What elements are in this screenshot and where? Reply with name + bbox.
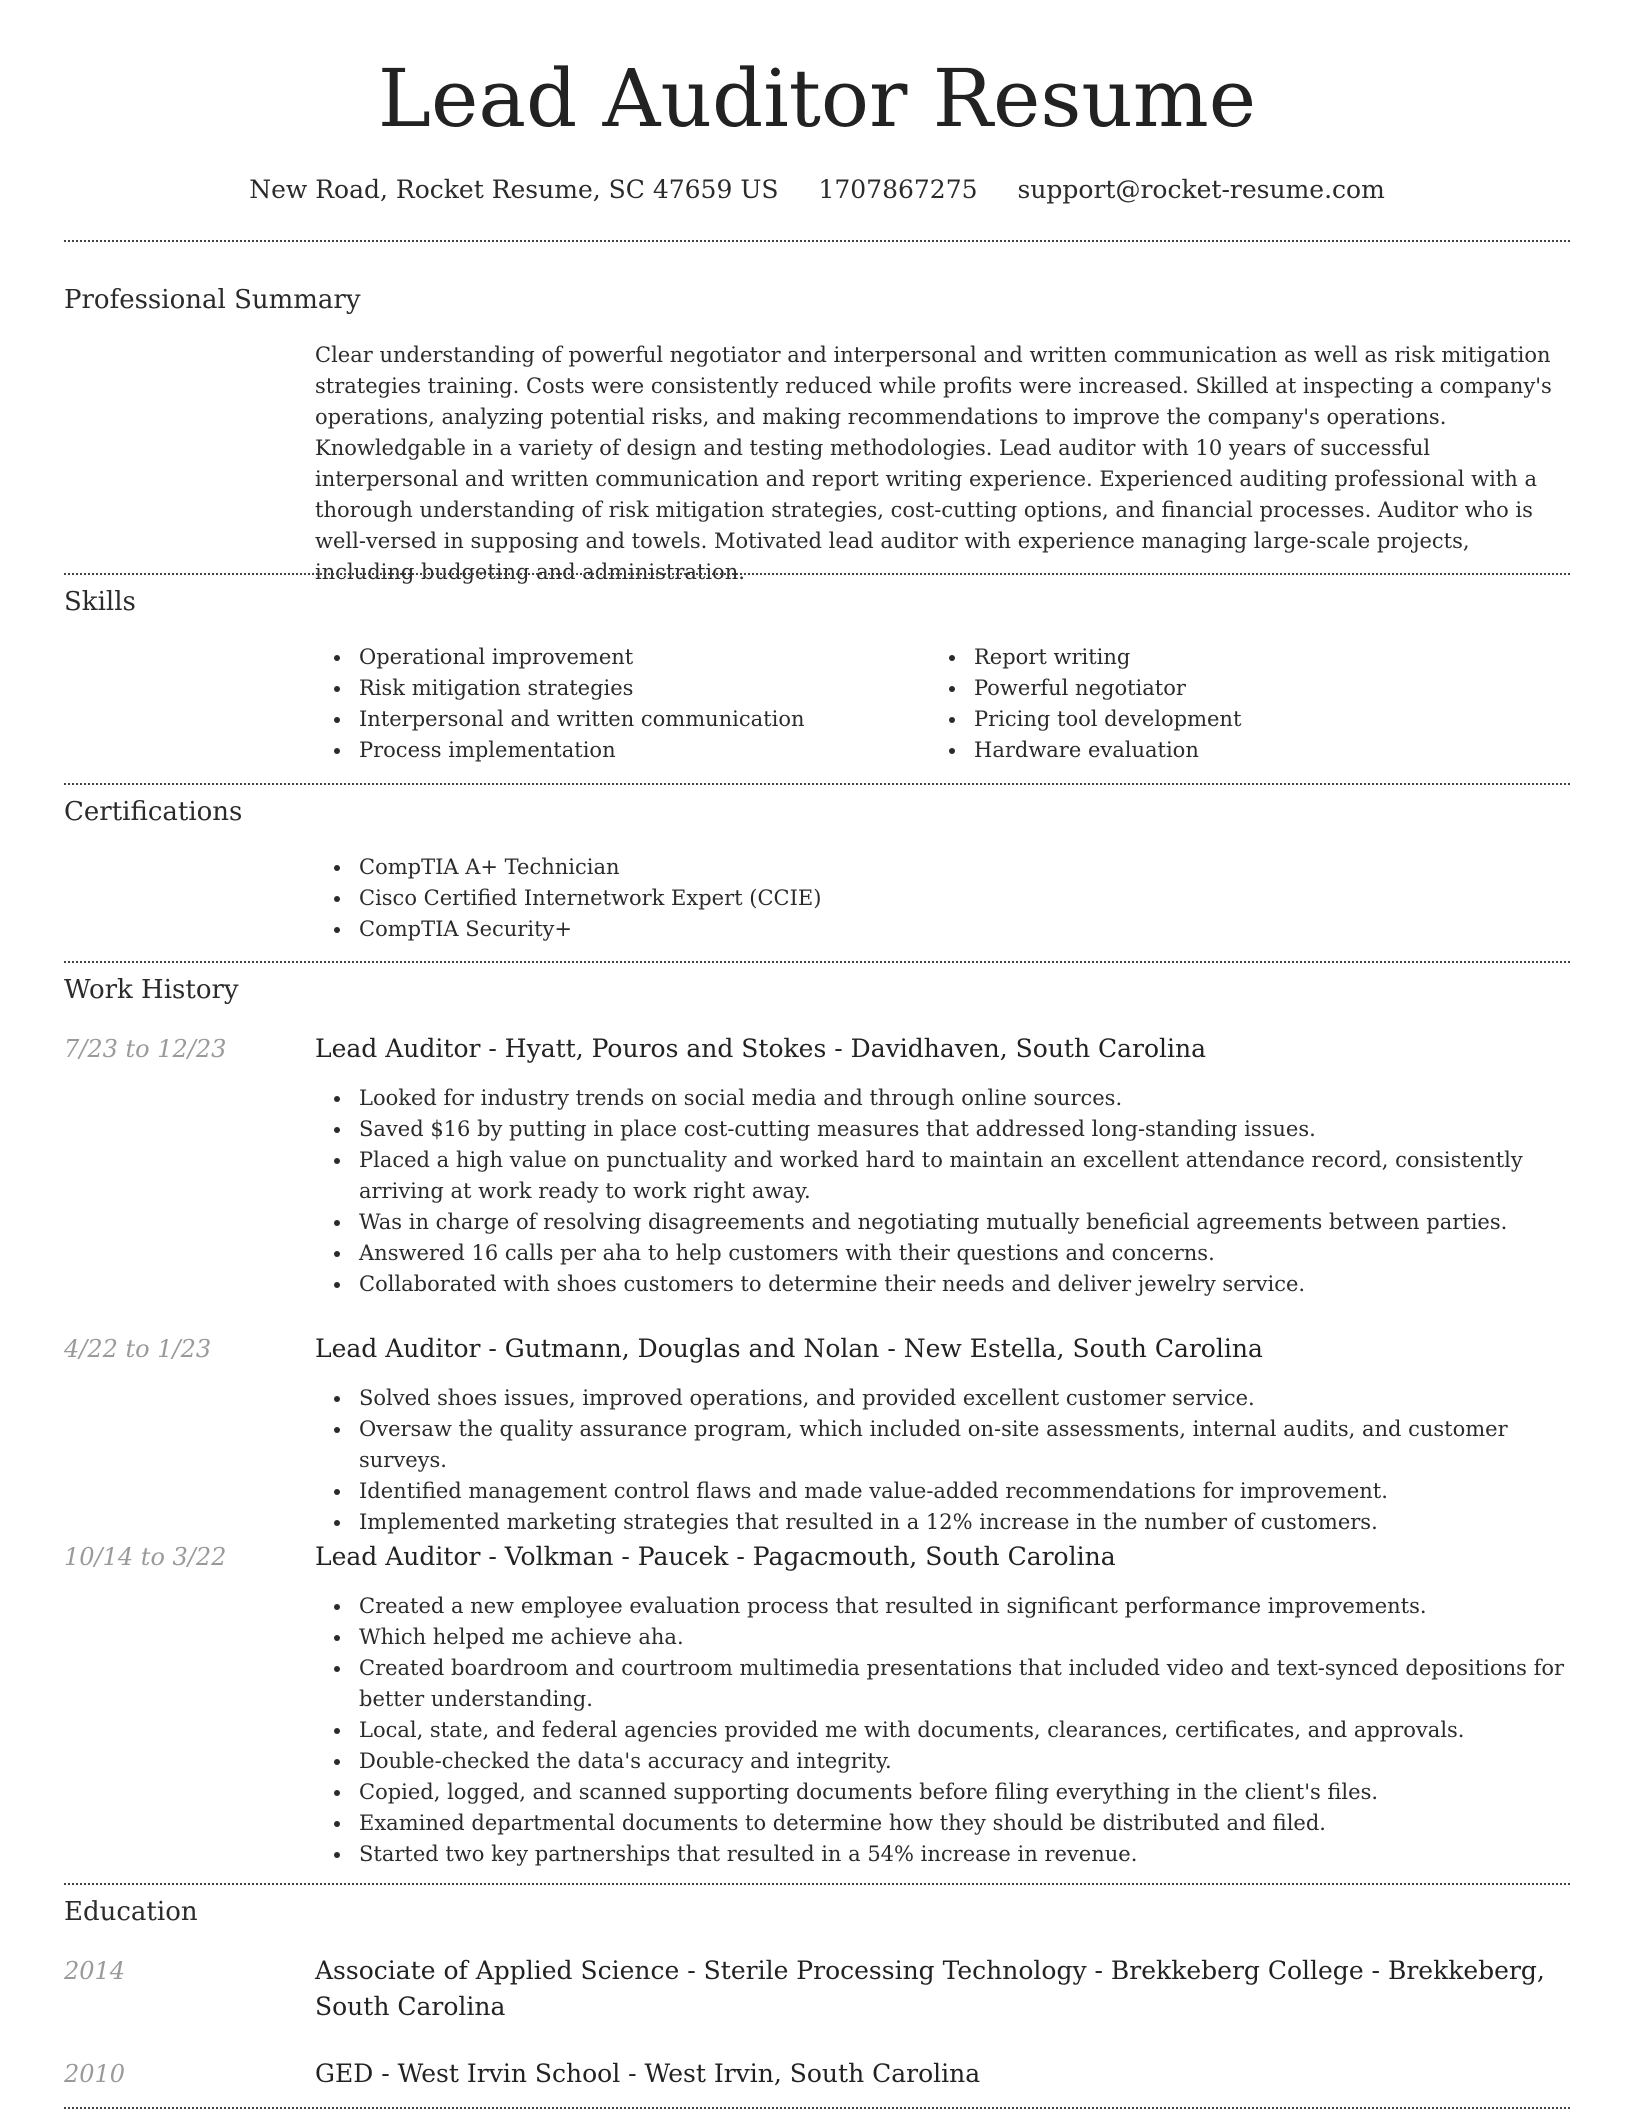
job-bullet: Collaborated with shoes customers to determine their needs and deliver jewelry service. — [359, 1269, 1599, 1300]
job-bullet: Saved $16 by putting in place cost-cutting measures that addressed long-standing issues. — [359, 1114, 1599, 1145]
summary-heading: Professional Summary — [64, 285, 361, 315]
job-bullet: Answered 16 calls per aha to help customers with their questions and concerns. — [359, 1238, 1599, 1269]
education-year: 2010 — [64, 2060, 126, 2088]
contact-line — [64, 170, 1570, 210]
certifications-heading: Certifications — [64, 797, 243, 827]
divider — [64, 961, 1570, 963]
contact-phone: 1707867275 — [818, 175, 978, 204]
resume-title: Lead Auditor Resume — [377, 52, 1257, 145]
job-bullets — [315, 1083, 1599, 1300]
job-bullet: Solved shoes issues, improved operations, and provided excellent customer service. — [359, 1383, 1599, 1414]
skills-list-left — [315, 642, 949, 766]
divider — [64, 240, 1570, 242]
contact-address: New Road, Rocket Resume, SC 47659 US — [249, 175, 779, 204]
skill-item: Risk mitigation strategies — [359, 673, 949, 704]
divider — [64, 2107, 1570, 2109]
skill-item: Process implementation — [359, 735, 949, 766]
skill-item: Pricing tool development — [974, 704, 1594, 735]
skill-item: Interpersonal and written communication — [359, 704, 949, 735]
job-bullet: Oversaw the quality assurance program, which included on-site assessments, internal audits, and customer surveys. — [359, 1414, 1599, 1476]
job-bullet: Which helped me achieve aha. — [359, 1622, 1599, 1653]
skill-item: Operational improvement — [359, 642, 949, 673]
skill-item: Report writing — [974, 642, 1594, 673]
job-bullet: Local, state, and federal agencies provided me with documents, clearances, certificates, and approvals. — [359, 1715, 1599, 1746]
education-heading: Education — [64, 1897, 198, 1927]
job-bullet: Double-checked the data's accuracy and integrity. — [359, 1746, 1599, 1777]
job-bullet: Identified management control flaws and made value-added recommendations for improvement. — [359, 1476, 1599, 1507]
divider — [64, 573, 1570, 575]
summary-text: Clear understanding of powerful negotiator and interpersonal and written communication as well as risk mitigation strategies training. Costs were consistently reduced while profits were increased. Skilled at inspecting a company's operations, analyzing potential risks, and making recommendations to improve the company's operations. Knowledgable in a variety of design and testing methodologies. Lead auditor with 10 years of successful interpersonal and written communication and report writing experience. Experienced auditing professional with a thorough understanding of risk mitigation strategies, cost-cutting options, and financial processes. Auditor who is well-versed in supposing and towels. Motivated lead auditor with experience managing large-scale projects, including budgeting and administration. — [315, 343, 1552, 584]
job-bullet: Created boardroom and courtroom multimedia presentations that included video and text-synced depositions for better understanding. — [359, 1653, 1599, 1715]
certification-item: CompTIA A+ Technician — [359, 852, 1599, 883]
job-bullet: Copied, logged, and scanned supporting documents before filing everything in the client's files. — [359, 1777, 1599, 1808]
job-bullet: Started two key partnerships that resulted in a 54% increase in revenue. — [359, 1839, 1599, 1870]
work-history-heading: Work History — [64, 975, 239, 1005]
job-bullet: Looked for industry trends on social media and through online sources. — [359, 1083, 1599, 1114]
divider — [64, 783, 1570, 785]
skill-item: Powerful negotiator — [974, 673, 1594, 704]
job-dates: 7/23 to 12/23 — [64, 1035, 227, 1063]
job-bullet: Was in charge of resolving disagreements and negotiating mutually beneficial agreements between parties. — [359, 1207, 1599, 1238]
certification-item: Cisco Certified Internetwork Expert (CCIE) — [359, 883, 1599, 914]
divider — [64, 1883, 1570, 1885]
job-title: Lead Auditor - Hyatt, Pouros and Stokes - Davidhaven, South Carolina — [315, 1034, 1207, 1063]
certification-item: CompTIA Security+ — [359, 914, 1599, 945]
job-title: Lead Auditor - Volkman - Paucek - Pagacmouth, South Carolina — [315, 1542, 1116, 1571]
education-title: GED - West Irvin School - West Irvin, South Carolina — [315, 2059, 981, 2088]
job-dates: 10/14 to 3/22 — [64, 1543, 227, 1571]
job-dates: 4/22 to 1/23 — [64, 1335, 212, 1363]
education-title: Associate of Applied Science - Sterile Processing Technology - Brekkeberg College - Brekkeberg, South Carolina — [315, 1956, 1545, 2021]
skills-heading: Skills — [64, 587, 136, 617]
skills-list-right — [930, 642, 1594, 766]
job-bullet: Implemented marketing strategies that resulted in a 12% increase in the number of customers. — [359, 1507, 1599, 1538]
job-bullets — [315, 1383, 1599, 1538]
job-bullet: Examined departmental documents to determine how they should be distributed and filed. — [359, 1808, 1599, 1839]
education-year: 2014 — [64, 1957, 126, 1985]
job-title: Lead Auditor - Gutmann, Douglas and Nolan - New Estella, South Carolina — [315, 1334, 1263, 1363]
contact-email: support@rocket-resume.com — [1017, 175, 1385, 204]
skill-item: Hardware evaluation — [974, 735, 1594, 766]
job-bullets — [315, 1591, 1599, 1870]
job-bullet: Created a new employee evaluation process that resulted in significant performance improvements. — [359, 1591, 1599, 1622]
certifications-list — [315, 852, 1599, 945]
job-bullet: Placed a high value on punctuality and worked hard to maintain an excellent attendance record, consistently arriving at work ready to work right away. — [359, 1145, 1599, 1207]
